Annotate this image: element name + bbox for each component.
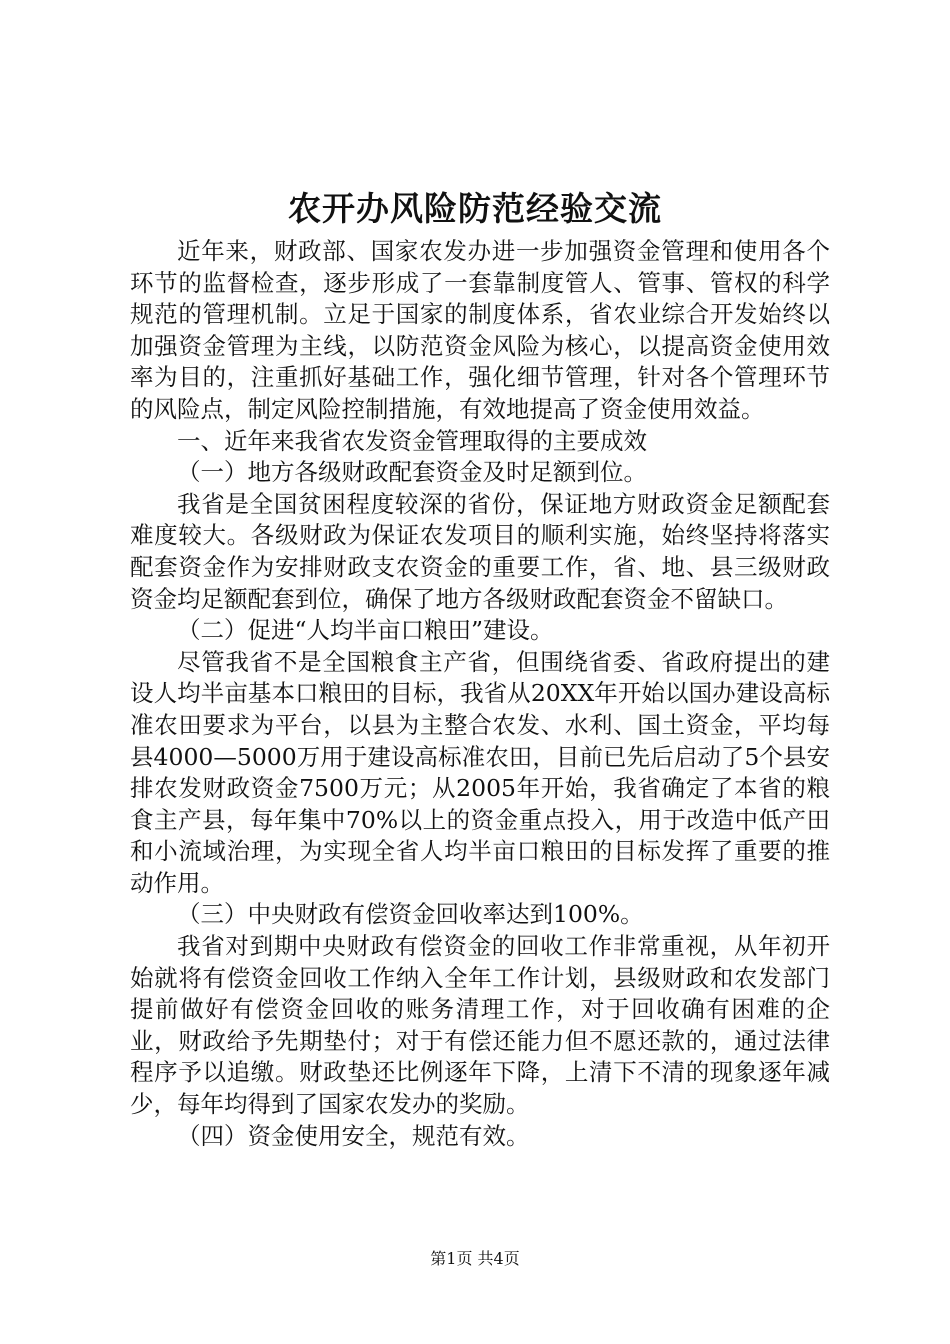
paragraph-2: 尽管我省不是全国粮食主产省，但围绕省委、省政府提出的建设人均半亩基本口粮田的目标，我省从20XX年开始以国办建设高标准农田要求为平台，以县为主整合农发、水利、国土资金，平均每县4000—5000万用于建设高标准农田，目前已先后启动了5个县安排农发财政资金7500万元；从2005年开始，我省确定了本省的粮食主产县，每年集中70%以上的资金重点投入，用于改造中低产田和小流域治理，为实现全省人均半亩口粮田的目标发挥了重要的推动作用。	[130, 647, 830, 897]
subsection-heading-1: （一）地方各级财政配套资金及时足额到位。	[177, 458, 647, 487]
document-body	[130, 236, 830, 1152]
paragraph-1: 我省是全国贫困程度较深的省份，保证地方财政资金足额配套难度较大。各级财政为保证农发项目的顺利实施，始终坚持将落实配套资金作为安排财政支农资金的重要工作，省、地、县三级财政资金均足额配套到位，确保了地方各级财政配套资金不留缺口。	[130, 489, 830, 613]
subsection-heading-4: （四）资金使用安全，规范有效。	[177, 1121, 530, 1150]
page-footer: 第1页 共4页	[430, 1249, 520, 1268]
paragraph-3: 我省对到期中央财政有偿资金的回收工作非常重视，从年初开始就将有偿资金回收工作纳入全年工作计划，县级财政和农发部门提前做好有偿资金回收的账务清理工作，对于回收确有困难的企业，财政给予先期垫付；对于有偿还能力但不愿还款的，通过法律程序予以追缴。财政垫还比例逐年下降，上清下不清的现象逐年减少，每年均得到了国家农发办的奖励。	[130, 932, 830, 1119]
subsection-heading-3: （三）中央财政有偿资金回收率达到100%。	[177, 900, 644, 929]
subsection-heading-2: （二）促进“人均半亩口粮田”建设。	[177, 616, 554, 645]
section-heading-1: 一、近年来我省农发资金管理取得的主要成效	[177, 426, 647, 455]
document-title: 农开办风险防范经验交流	[288, 189, 662, 228]
paragraph-intro: 近年来，财政部、国家农发办进一步加强资金管理和使用各个环节的监督检查，逐步形成了一套靠制度管人、管事、管权的科学规范的管理机制。立足于国家的制度体系，省农业综合开发始终以加强资金管理为主线，以防范资金风险为核心，以提高资金使用效率为目的，注重抓好基础工作，强化细节管理，针对各个管理环节的风险点，制定风险控制措施，有效地提高了资金使用效益。	[130, 237, 830, 423]
